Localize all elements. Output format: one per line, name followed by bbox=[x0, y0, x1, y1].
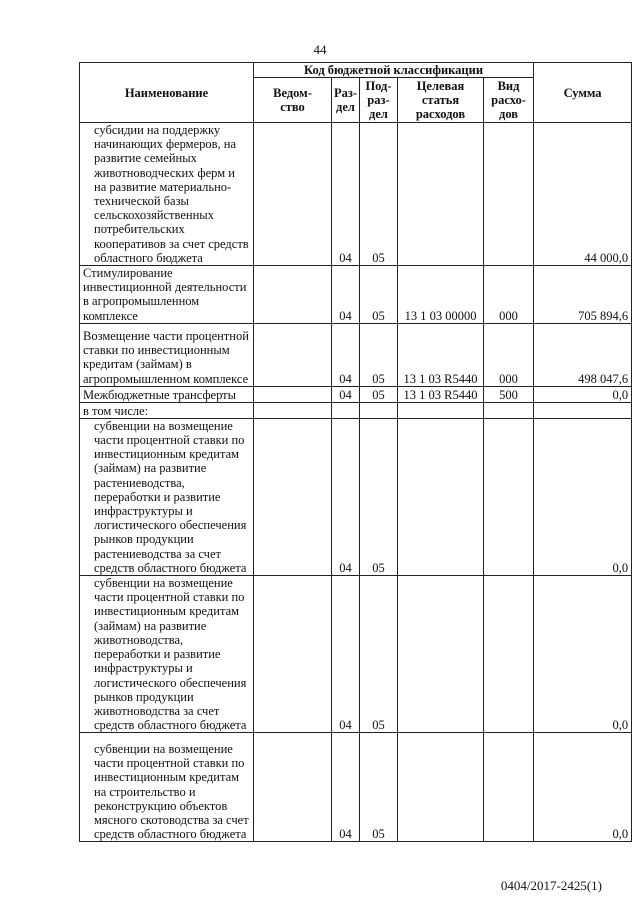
table-row bbox=[80, 323, 632, 386]
row-name: в том числе: bbox=[80, 402, 254, 418]
table-row bbox=[80, 386, 632, 402]
row-podrazdel: 05 bbox=[360, 323, 398, 386]
row-tselevaya bbox=[398, 402, 484, 418]
row-ved bbox=[254, 386, 332, 402]
row-tselevaya bbox=[398, 733, 484, 842]
row-razdel: 04 bbox=[332, 418, 360, 575]
table-row bbox=[80, 266, 632, 324]
row-name: Возмещение части процентной ставки по инвестиционным кредитам (займам) в агропромышленном комплексе bbox=[80, 323, 254, 386]
row-ved bbox=[254, 402, 332, 418]
document-code: 0404/2017-2425(1) bbox=[500, 878, 602, 893]
row-vid bbox=[484, 418, 534, 575]
row-razdel: 04 bbox=[332, 386, 360, 402]
row-tselevaya bbox=[398, 123, 484, 266]
row-razdel: 04 bbox=[332, 266, 360, 324]
row-summa bbox=[534, 402, 632, 418]
row-ved bbox=[254, 266, 332, 324]
row-tselevaya: 13 1 03 R5440 bbox=[398, 323, 484, 386]
row-podrazdel: 05 bbox=[360, 418, 398, 575]
row-ved bbox=[254, 733, 332, 842]
row-name: Межбюджетные трансферты bbox=[80, 386, 254, 402]
row-summa: 0,0 bbox=[534, 733, 632, 842]
row-name: субвенции на возмещение части процентной ставки по инвестиционным кредитам на строительство и реконструкцию объектов мясного скотоводства за счет средств областного бюджета bbox=[80, 733, 254, 842]
row-summa: 705 894,6 bbox=[534, 266, 632, 324]
page-number: 44 bbox=[313, 42, 327, 57]
row-podrazdel: 05 bbox=[360, 123, 398, 266]
header-tselevaya: Целевая статья расходов bbox=[398, 78, 484, 123]
row-tselevaya bbox=[398, 418, 484, 575]
header-summa: Сумма bbox=[534, 63, 632, 123]
row-tselevaya: 13 1 03 R5440 bbox=[398, 386, 484, 402]
row-podrazdel: 05 bbox=[360, 386, 398, 402]
header-podrazdel: Под- раз- дел bbox=[360, 78, 398, 123]
row-summa: 498 047,6 bbox=[534, 323, 632, 386]
row-vid: 500 bbox=[484, 386, 534, 402]
row-vid bbox=[484, 402, 534, 418]
row-vid bbox=[484, 576, 534, 733]
header-name: Наименование bbox=[80, 63, 254, 123]
row-ved bbox=[254, 576, 332, 733]
row-vid: 000 bbox=[484, 266, 534, 324]
row-name: субвенции на возмещение части процентной ставки по инвестиционным кредитам (займам) на развитие растениеводства, переработки и развитие инфраструктуры и логистического обеспечения рынков продукции растениеводства за счет средств областного бюджета bbox=[80, 418, 254, 575]
table-row bbox=[80, 733, 632, 842]
row-name: Стимулирование инвестиционной деятельности в агропромышленном комплексе bbox=[80, 266, 254, 324]
row-summa: 0,0 bbox=[534, 418, 632, 575]
row-ved bbox=[254, 418, 332, 575]
header-vid: Вид расхо- дов bbox=[484, 78, 534, 123]
row-ved bbox=[254, 323, 332, 386]
row-podrazdel bbox=[360, 402, 398, 418]
row-razdel bbox=[332, 402, 360, 418]
row-podrazdel: 05 bbox=[360, 733, 398, 842]
row-podrazdel: 05 bbox=[360, 576, 398, 733]
row-razdel: 04 bbox=[332, 576, 360, 733]
row-vid bbox=[484, 123, 534, 266]
row-vid: 000 bbox=[484, 323, 534, 386]
header-razdel: Раз- дел bbox=[332, 78, 360, 123]
row-ved bbox=[254, 123, 332, 266]
row-razdel: 04 bbox=[332, 123, 360, 266]
table-row bbox=[80, 418, 632, 575]
table-row bbox=[80, 402, 632, 418]
row-tselevaya: 13 1 03 00000 bbox=[398, 266, 484, 324]
row-razdel: 04 bbox=[332, 733, 360, 842]
row-summa: 0,0 bbox=[534, 576, 632, 733]
row-name: субсидии на поддержку начинающих фермеров, на развитие семейных животноводческих ферм и на развитие материально-технической базы сельскохозяйственных потребительских кооперативов за счет средств областного бюджета bbox=[80, 123, 254, 266]
row-tselevaya bbox=[398, 576, 484, 733]
row-summa: 44 000,0 bbox=[534, 123, 632, 266]
row-podrazdel: 05 bbox=[360, 266, 398, 324]
row-vid bbox=[484, 733, 534, 842]
budget-table bbox=[79, 62, 632, 842]
row-razdel: 04 bbox=[332, 323, 360, 386]
row-summa: 0,0 bbox=[534, 386, 632, 402]
header-code-group: Код бюджетной классификации bbox=[254, 63, 534, 78]
table-row bbox=[80, 123, 632, 266]
header-ved: Ведом- ство bbox=[254, 78, 332, 123]
row-name: субвенции на возмещение части процентной ставки по инвестиционным кредитам (займам) на развитие животноводства, переработки и развитие инфраструктуры и логистического обеспечения рынков продукции животноводства за счет средств областного бюджета bbox=[80, 576, 254, 733]
table-row bbox=[80, 576, 632, 733]
